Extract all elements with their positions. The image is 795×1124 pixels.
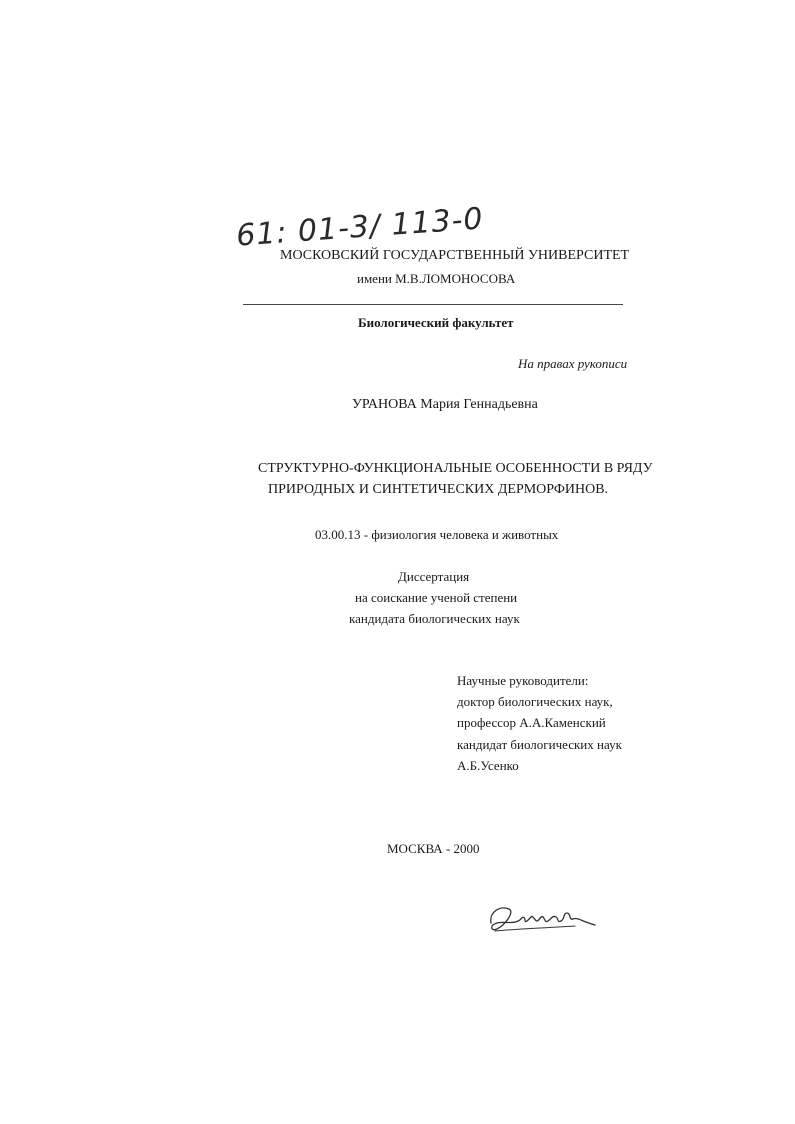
- supervisor-line-4: А.Б.Усенко: [457, 758, 519, 773]
- dissertation-title-line-2: ПРИРОДНЫХ И СИНТЕТИЧЕСКИХ ДЕРМОРФИНОВ.: [268, 482, 609, 497]
- author-name: УРАНОВА Мария Геннадьевна: [352, 397, 538, 412]
- header-divider: [243, 304, 623, 305]
- degree-line-2: на соискание ученой степени: [355, 590, 518, 605]
- handwritten-catalog-number: 61: 01-3/ 113-0: [235, 201, 485, 254]
- author-signature: [485, 895, 600, 945]
- supervisor-line-3: кандидат биологических наук: [457, 737, 622, 752]
- dissertation-title-line-1: СТРУКТУРНО-ФУНКЦИОНАЛЬНЫЕ ОСОБЕННОСТИ В РЯДУ: [258, 461, 653, 476]
- supervisor-line-2: профессор А.А.Каменский: [457, 715, 606, 730]
- manuscript-rights: На правах рукописи: [518, 356, 628, 371]
- city-year: МОСКВА - 2000: [387, 841, 480, 856]
- specialty-code: 03.00.13 - физиология человека и животных: [315, 527, 559, 542]
- supervisor-line-1: доктор биологических наук,: [457, 694, 613, 709]
- named-after: имени М.В.ЛОМОНОСОВА: [357, 271, 516, 286]
- degree-line-3: кандидата биологических наук: [349, 611, 520, 626]
- supervisors-heading: Научные руководители:: [457, 673, 589, 688]
- university-name: МОСКОВСКИЙ ГОСУДАРСТВЕННЫЙ УНИВЕРСИТЕТ: [280, 248, 630, 263]
- degree-line-1: Диссертация: [398, 569, 470, 584]
- faculty-name: Биологический факультет: [358, 315, 514, 330]
